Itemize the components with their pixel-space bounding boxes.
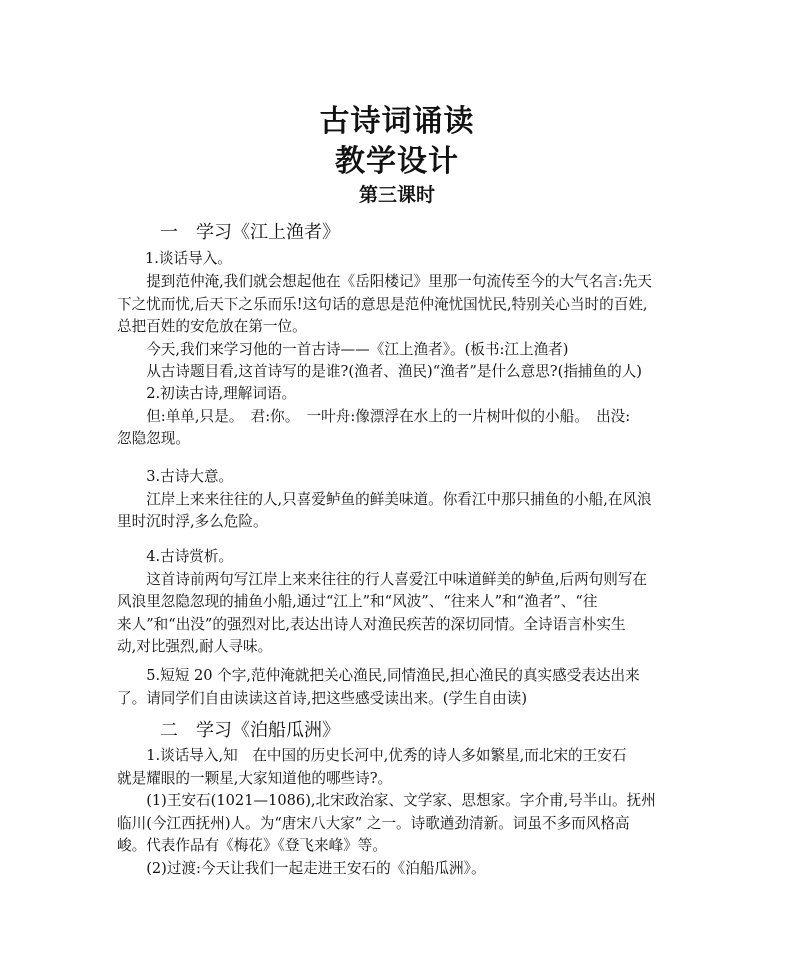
- text-line: 忽隐忽现。: [117, 430, 190, 447]
- text-line: 但:单单,只是。 君:你。 一叶舟:像漂浮在水上的一片树叶似的小船。 出没:: [117, 407, 631, 425]
- s1-paragraph-intro: [117, 271, 687, 384]
- text-line: 2.初读古诗,理解词语。: [117, 385, 297, 402]
- text-line: (2)过渡:今天让我们一起走进王安石的《泊船瓜洲》。: [117, 859, 486, 877]
- text-line: 5.短短 20 个字,范仲淹就把关心渔民,同情渔民,担心渔民的真实感受表达出来: [117, 667, 640, 684]
- section-2-heading: 二 学习《泊船瓜洲》: [160, 720, 340, 741]
- s2-paragraph-intro: [117, 745, 687, 880]
- text-line: 从古诗题目看,这首诗写的是谁?(渔者、渔民)“渔者”是什么意思?(指捕鱼的人): [117, 363, 642, 380]
- s1-paragraph-intro-label: [145, 248, 715, 271]
- text-line: 总把百姓的安危放在第一位。: [117, 318, 307, 335]
- text-line: 峻。代表作品有《梅花》《登飞来峰》等。: [117, 837, 387, 854]
- s1-paragraph-meaning: [117, 466, 687, 534]
- text-line: 来人”和“出没”的强烈对比,表达出诗人对渔民疾苦的深切同情。全诗语言朴实生: [117, 615, 626, 633]
- text-line: 1.谈话导入,知 在中国的历史长河中,优秀的诗人多如繁星,而北宋的王安石: [117, 747, 627, 764]
- text-line: 里时沉时浮,多么危险。: [117, 513, 268, 530]
- lesson-subtitle: 第三课时: [358, 184, 435, 206]
- section-1-heading: 一 学习《江上渔者》: [160, 222, 340, 243]
- text-line: 下之忧而忧,后天下之乐而乐!这句话的意思是范仲淹忧国忧民,特别关心当时的百姓,: [117, 295, 648, 313]
- title-line-2: 教学设计: [335, 144, 459, 179]
- text-line: 动,对比强烈,耐人寻味。: [117, 638, 273, 655]
- text-line: 了。请同学们自由读读这首诗,把这些感受读出来。(学生自由读): [117, 689, 528, 707]
- s1-paragraph-reading: [117, 383, 687, 451]
- text-line: 今天,我们来学习他的一首古诗——《江上渔者》。(板书:江上渔者): [117, 340, 569, 358]
- text-line: 提到范仲淹,我们就会想起他在《岳阳楼记》里那一句流传至今的大气名言:先天: [117, 273, 652, 290]
- text-line: 就是耀眼的一颗星,大家知道他的哪些诗?。: [117, 769, 393, 787]
- s1-paragraph-summary: [117, 665, 687, 710]
- text-line: (1)王安石(1021—1086),北宋政治家、文学家、思想家。字介甫,号半山。抚州: [117, 792, 656, 809]
- s1-paragraph-appreciation: [117, 546, 687, 659]
- text-line: 1.谈话导入。: [145, 250, 232, 267]
- text-line: 这首诗前两句写江岸上来来往往的行人喜爱江中味道鲜美的鲈鱼,后两句则写在: [117, 570, 648, 588]
- text-line: 江岸上来来往往的人,只喜爱鲈鱼的鲜美味道。你看江中那只捕鱼的小船,在风浪: [117, 490, 652, 508]
- text-line: 4.古诗赏析。: [117, 548, 234, 565]
- title-line-1: 古诗词诵读: [319, 104, 475, 139]
- text-line: 临川(今江西抚州)人。为“唐宋八大家” 之一。诗歌遒劲清新。词虽不多而风格高: [117, 814, 630, 832]
- text-line: 风浪里忽隐忽现的捕鱼小船,通过“江上”和“风波”、“往来人”和“渔者”、“往: [117, 593, 598, 610]
- text-line: 3.古诗大意。: [117, 468, 234, 485]
